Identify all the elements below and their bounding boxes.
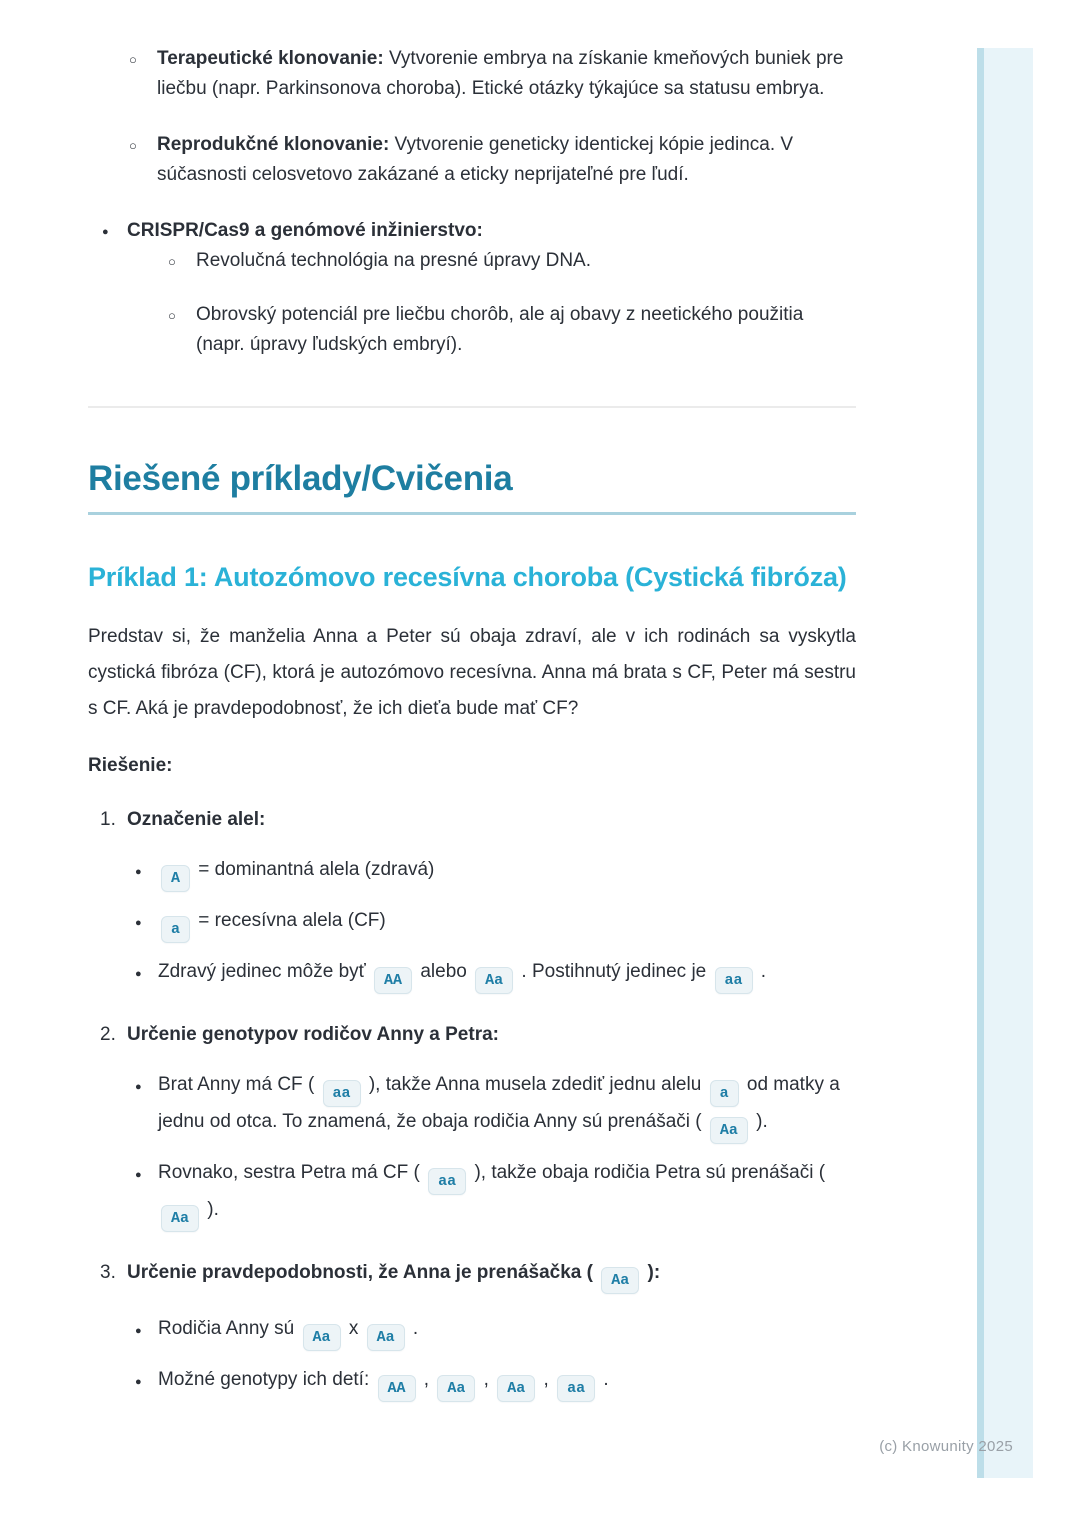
genotype-badge: Aa <box>437 1375 475 1402</box>
example-title: Príklad 1: Autozómovo recesívna choroba (Cystická fibróza) <box>88 562 847 592</box>
document-content <box>88 44 856 1416</box>
step-title-text <box>127 1024 499 1045</box>
section-title: Riešené príklady/Cvičenia <box>88 459 513 498</box>
step-number: 3. <box>100 1262 116 1283</box>
step-bullet-list <box>88 1314 856 1402</box>
text-run: Možné genotypy ich detí: <box>158 1369 375 1390</box>
list-item: ○ Revolučná technológia na presné úpravy DNA. <box>127 246 856 276</box>
list-item-term: Terapeutické klonovanie: <box>157 48 384 69</box>
crispr-sublist <box>127 246 856 360</box>
genotype-badge: Aa <box>601 1267 639 1294</box>
step-bullet-list <box>88 1070 856 1232</box>
step-number: 2. <box>100 1024 116 1045</box>
genotype-badge: Aa <box>497 1375 535 1402</box>
text-run: Zdravý jedinec môže byť <box>158 961 372 982</box>
genotype-badge: Aa <box>367 1324 405 1351</box>
text-run: ), takže obaja rodičia Petra sú prenášači ( <box>469 1162 826 1183</box>
genotype-badge: a <box>710 1080 739 1107</box>
solution-label: Riešenie: <box>88 755 173 776</box>
text-run: Určenie genotypov rodičov Anny a Petra: <box>127 1024 499 1045</box>
text-run: Brat Anny má CF ( <box>158 1074 320 1095</box>
section-title-rule <box>88 512 856 515</box>
step-number: 1. <box>100 809 116 830</box>
text-run: = dominantná alela (zdravá) <box>193 859 435 880</box>
step-item <box>88 1258 856 1402</box>
genotype-badge: Aa <box>475 967 513 994</box>
solution-steps <box>88 805 856 1402</box>
list-item-term: Reprodukčné klonovanie: <box>157 134 390 155</box>
text-run: od matky a jednu od otca. To znamená, že obaja rodičia Anny sú prenášači ( <box>158 1074 840 1132</box>
text-run: . Postihnutý jedinec je <box>516 961 712 982</box>
copyright-notice: (c) Knowunity 2025 <box>879 1438 1013 1455</box>
text-run: . <box>598 1369 609 1390</box>
genotype-badge: Aa <box>303 1324 341 1351</box>
step-bullet <box>88 1158 856 1232</box>
step-title <box>88 1258 856 1294</box>
genotype-badge: AA <box>378 1375 416 1402</box>
text-run: ). <box>202 1199 219 1220</box>
text-run: x <box>343 1318 364 1339</box>
step-title <box>88 805 856 835</box>
crispr-list <box>88 216 856 360</box>
text-run: . <box>755 961 767 982</box>
text-run: Rovnako, sestra Petra má CF ( <box>158 1162 426 1183</box>
text-run: ), takže Anna musela zdediť jednu alelu <box>363 1074 707 1095</box>
step-bullet <box>88 855 856 892</box>
genotype-badge: AA <box>374 967 412 994</box>
list-item-text: Vytvorenie geneticky identickej kópie jedinca. V súčasnosti celosvetovo zakázané a eticky neprijateľné pre ľudí. <box>157 134 794 185</box>
list-item <box>88 44 856 104</box>
example-intro: Predstav si, že manželia Anna a Peter sú obaja zdraví, ale v ich rodinách sa vyskytla cystická fibróza (CF), ktorá je autozómovo recesívna. Anna má brata s CF, Peter má sestru s CF. Aká je pravdepodobnosť, že ich dieťa bude mať CF? <box>88 626 856 719</box>
text-run: alebo <box>415 961 473 982</box>
genotype-badge: aa <box>428 1168 466 1195</box>
section-divider <box>88 406 856 408</box>
genotype-badge: A <box>161 865 190 892</box>
step-title-text <box>127 1262 661 1289</box>
text-run: Rodičia Anny sú <box>158 1318 300 1339</box>
text-run: = recesívna alela (CF) <box>193 910 386 931</box>
step-bullet <box>88 1314 856 1351</box>
step-title-text <box>127 809 265 830</box>
genotype-badge: aa <box>557 1375 595 1402</box>
step-bullet-list <box>88 855 856 994</box>
genotype-badge: aa <box>323 1080 361 1107</box>
step-title <box>88 1020 856 1050</box>
step-bullet <box>88 1070 856 1144</box>
list-item-text: Vytvorenie embrya na získanie kmeňových buniek pre liečbu (napr. Parkinsonova choroba). Etické otázky týkajúce sa statusu embrya. <box>157 48 844 99</box>
step-item <box>88 805 856 994</box>
text-run: Označenie alel: <box>127 809 266 830</box>
step-bullet <box>88 957 856 994</box>
step-bullet <box>88 906 856 943</box>
text-run: ). <box>750 1111 768 1132</box>
cloning-list <box>88 44 856 190</box>
text-run: , <box>418 1369 435 1390</box>
step-bullet <box>88 1365 856 1402</box>
text-run: Určenie pravdepodobnosti, že Anna je prenášačka ( <box>127 1262 599 1283</box>
crispr-title: CRISPR/Cas9 a genómové inžinierstvo: <box>127 220 483 241</box>
text-run: ): <box>642 1262 661 1283</box>
page-highlight-strip <box>977 48 1033 1478</box>
list-item <box>88 216 856 360</box>
text-run: . <box>407 1318 419 1339</box>
step-item <box>88 1020 856 1232</box>
genotype-badge: Aa <box>710 1117 748 1144</box>
list-item: ○ Obrovský potenciál pre liečbu chorôb, ale aj obavy z neetického použitia (napr. úpravy ľudských embryí). <box>127 300 856 360</box>
list-item <box>88 130 856 190</box>
text-run: , <box>538 1369 555 1390</box>
genotype-badge: aa <box>715 967 753 994</box>
text-run: , <box>478 1369 495 1390</box>
genotype-badge: Aa <box>161 1205 199 1232</box>
genotype-badge: a <box>161 916 190 943</box>
